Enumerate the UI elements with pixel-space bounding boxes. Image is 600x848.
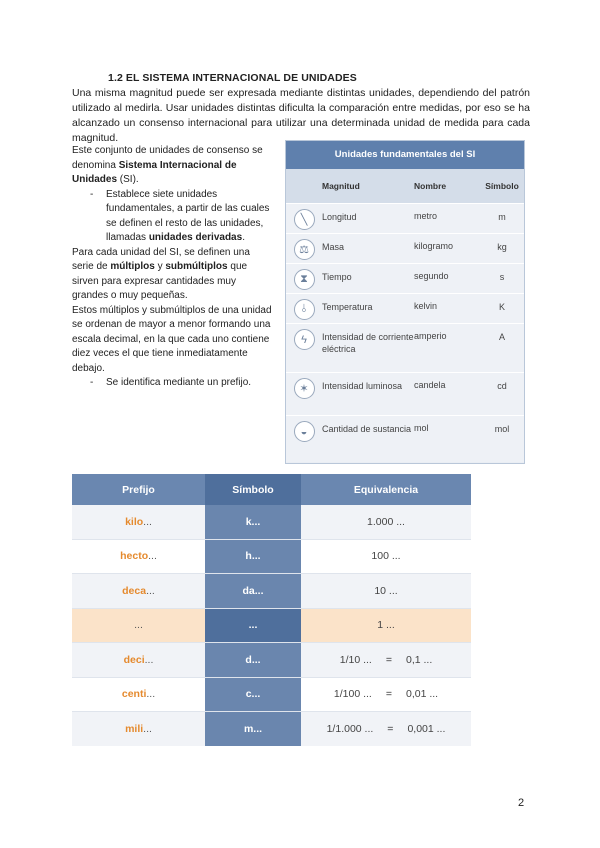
si-row — [286, 203, 524, 233]
si-magnitud: Intensidad de corriente eléctrica — [322, 332, 414, 354]
si-simbolo: K — [498, 302, 505, 312]
si-simbolo: cd — [497, 381, 507, 391]
prefix-symbol: h... — [205, 540, 301, 574]
equals-sign: = — [385, 688, 392, 701]
prefix-dots: ... — [146, 584, 155, 597]
equivalence-value: 100 ... — [371, 550, 401, 563]
si-units-table — [285, 140, 525, 464]
bullet-fundamental-units: - Establece siete unidades fundamentales, a partir de las cuales se definen el resto de las unidades, llamadas unidades derivadas. — [90, 188, 270, 243]
si-nombre: kelvin — [414, 301, 438, 311]
prefix-row — [72, 505, 471, 539]
header-equivalencia: Equivalencia — [353, 483, 419, 496]
left-column — [72, 144, 272, 391]
ruler-icon: ╲ — [294, 209, 315, 230]
bullet-prefix: - Se identifica mediante un prefijo. — [90, 377, 252, 388]
hourglass-icon: ⧗ — [294, 269, 315, 290]
prefix-symbol: d... — [205, 643, 301, 677]
equivalence-value: 10 ... — [374, 584, 398, 597]
intro-paragraph: Una misma magnitud puede ser expresada mediante distintas unidades, dependiendo del patrón utilizado al medirla. Usar unidades distintas dificulta la comparación entre medidas, por eso se ha alcanzado un consenso internacional para utilizar una determinada unidad de medida para cada magnitud. — [72, 87, 530, 144]
si-simbolo: kg — [497, 242, 507, 252]
equivalence-decimal: 0,1 ... — [405, 653, 433, 666]
prefix-symbol: da... — [205, 574, 301, 608]
si-row — [286, 323, 524, 372]
header-nombre: Nombre — [414, 181, 447, 191]
si-row — [286, 263, 524, 293]
si-simbolo: A — [498, 332, 505, 342]
multiples-paragraph: Para cada unidad del SI, se definen una serie de múltiplos y submúltiplos que sirven para expresar cantidades muy grandes o muy pequeñas. — [72, 246, 250, 301]
si-nombre: candela — [414, 380, 446, 390]
equivalence-fraction: 1/1.000 ... — [326, 722, 374, 735]
header-simbolo: Símbolo — [485, 181, 519, 191]
prefix-name: deci — [123, 653, 145, 666]
si-simbolo: m — [498, 212, 506, 222]
si-magnitud: Temperatura — [322, 302, 373, 312]
prefix-dots: ... — [134, 619, 143, 632]
prefix-symbol: k... — [205, 505, 301, 539]
prefix-name: deca — [122, 584, 147, 597]
si-nombre: amperio — [414, 331, 447, 341]
equivalence-decimal: 0,001 ... — [407, 722, 446, 735]
si-magnitud: Longitud — [322, 212, 357, 222]
page-number: 2 — [518, 797, 525, 809]
si-definition: Este conjunto de unidades de consenso se denomina Sistema Internacional de Unidades (SI). — [72, 145, 263, 185]
si-row — [286, 293, 524, 323]
prefix-name: hecto — [120, 550, 149, 563]
si-table-title: Unidades fundamentales del SI — [286, 141, 524, 169]
prefix-name: kilo — [125, 515, 144, 528]
prefix-name: centi — [121, 688, 147, 701]
lightning-icon: ϟ — [294, 329, 315, 350]
prefix-row — [72, 642, 471, 677]
prefix-row — [72, 677, 471, 712]
si-row — [286, 233, 524, 263]
si-row — [286, 415, 524, 462]
prefix-row — [72, 711, 471, 746]
decimal-scale-paragraph: Estos múltiplos y submúltiplos de una unidad se ordenan de mayor a menor formando una escala decimal, en la que cada uno contiene diez veces el que tiene inmediatamente debajo. — [72, 304, 272, 374]
header-magnitud: Magnitud — [322, 181, 360, 191]
prefix-table — [72, 474, 471, 746]
prefix-symbol: ... — [205, 609, 301, 643]
prefix-dots: ... — [148, 550, 157, 563]
section-title: 1.2 EL SISTEMA INTERNACIONAL DE UNIDADES — [108, 72, 357, 84]
prefix-dots: ... — [143, 515, 152, 528]
equivalence-value: 1 ... — [377, 619, 395, 632]
si-magnitud: Masa — [322, 242, 345, 252]
si-magnitud: Tiempo — [322, 272, 352, 282]
si-magnitud: Cantidad de sustancia — [322, 424, 412, 434]
prefix-dots: ... — [146, 688, 156, 701]
light-icon: ✶ — [294, 378, 315, 399]
thermometer-icon: ⫰ — [294, 299, 315, 320]
si-magnitud: Intensidad luminosa — [322, 381, 403, 391]
prefix-symbol: c... — [205, 678, 301, 712]
prefix-name: mili — [125, 722, 144, 735]
prefix-row — [72, 608, 471, 643]
equivalence-fraction: 1/10 ... — [339, 653, 372, 666]
si-simbolo: s — [499, 272, 505, 282]
si-nombre: mol — [414, 423, 429, 433]
header-prefijo: Prefijo — [122, 483, 155, 496]
si-nombre: kilogramo — [414, 241, 454, 251]
prefix-symbol: m... — [205, 712, 301, 746]
prefix-dots: ... — [143, 722, 152, 735]
prefix-row — [72, 573, 471, 608]
equivalence-decimal: 0,01 ... — [405, 688, 439, 701]
prefix-row — [72, 539, 471, 574]
header-simbolo-prefijo: Símbolo — [205, 474, 301, 505]
equivalence-fraction: 1/100 ... — [333, 688, 372, 701]
si-nombre: metro — [414, 211, 438, 221]
substance-icon: ◒ — [294, 421, 315, 442]
equivalence-value: 1.000 ... — [367, 515, 405, 528]
si-simbolo: mol — [494, 424, 510, 434]
scale-icon: ⚖ — [294, 239, 315, 260]
si-row — [286, 372, 524, 415]
prefix-table-header — [72, 474, 471, 505]
equals-sign: = — [385, 653, 392, 666]
prefix-dots: ... — [144, 653, 154, 666]
si-table-header — [286, 169, 524, 203]
equals-sign: = — [387, 722, 394, 735]
si-nombre: segundo — [414, 271, 449, 281]
